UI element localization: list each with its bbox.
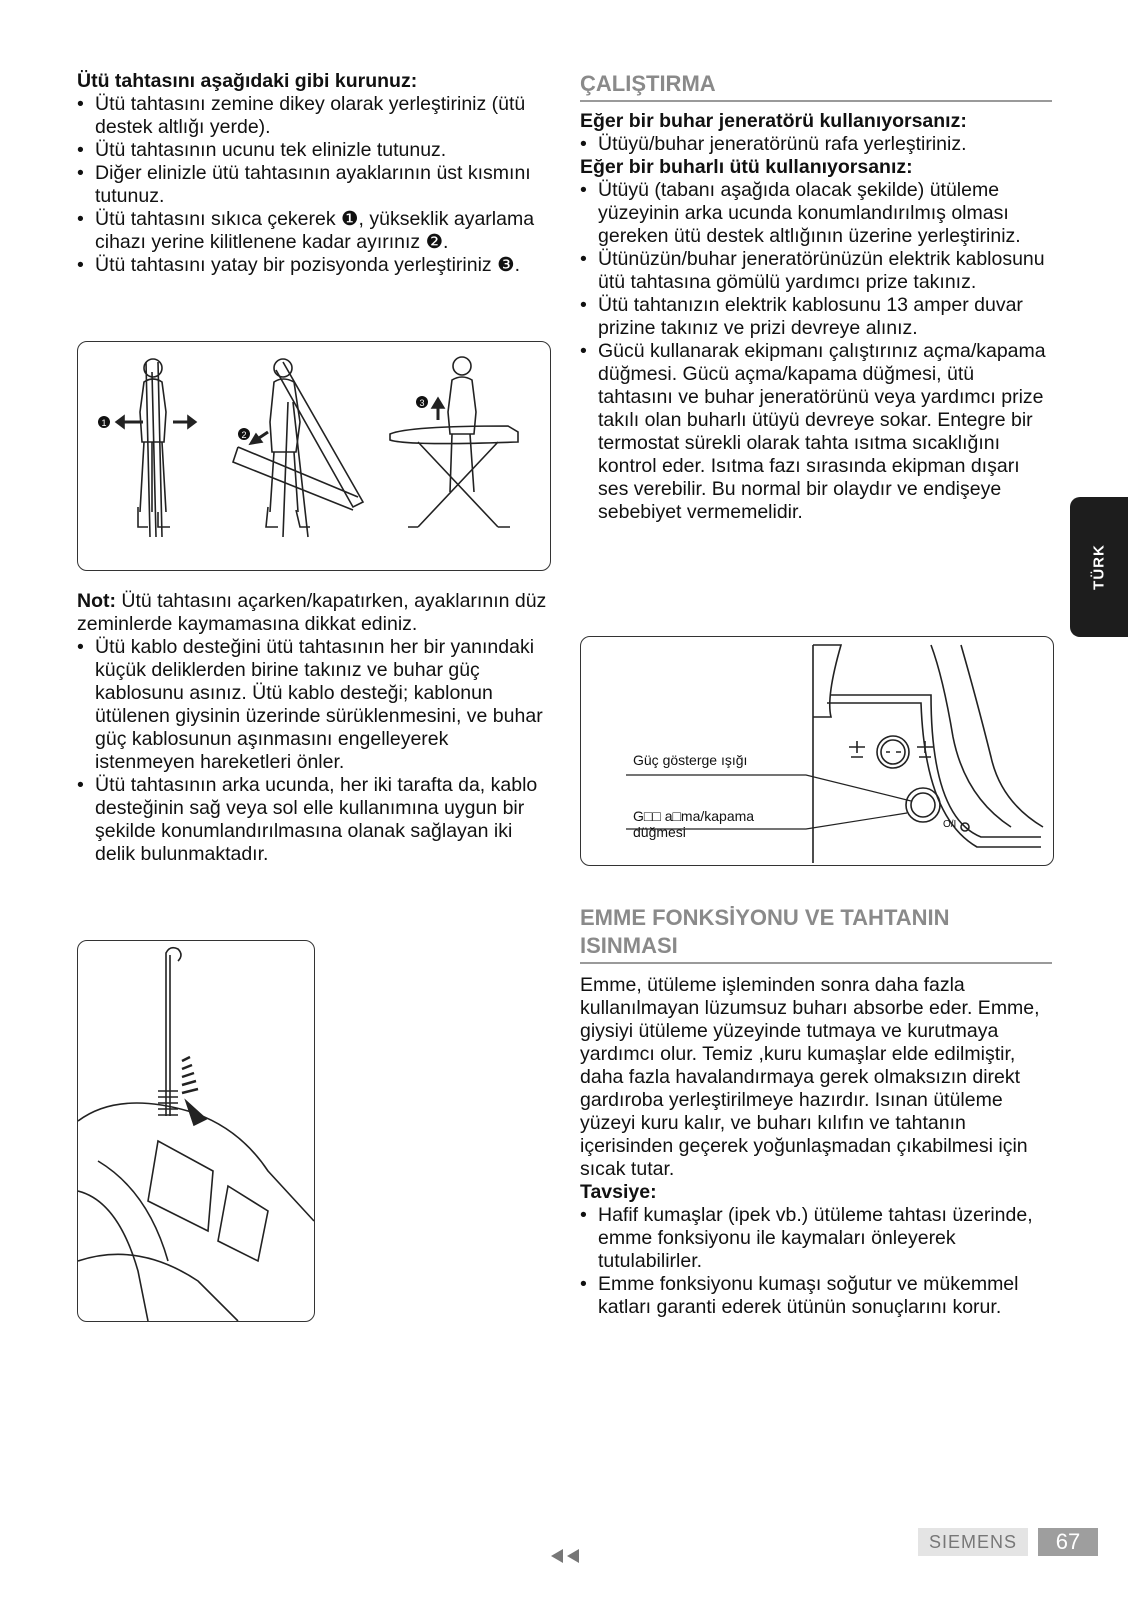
- section-title-suction: EMME FONKSİYONU VE TAHTANIN ISINMASI: [580, 904, 1052, 964]
- prev-page-icon[interactable]: [549, 1547, 581, 1570]
- tip-item: • Emme fonksiyonu kumaşı soğutur ve mükemmel katları garanti ederek ütünün sonuçlarını korur.: [580, 1273, 1052, 1319]
- tip-list: [580, 1204, 1052, 1319]
- iron-item: • Gücü kullanarak ekipmanı çalıştırınız açma/kapama düğmesi. Gücü açma/kapama düğmesi, ütü tahtasını ve buhar jeneratörünü veya yardımcı prize takılı olan buharlı ütüyü devreye sokar. Entegre bir termostat sürekli olarak tahta ısıtma sıcaklığını kontrol eder. Isıtma fazı sırasında ekipman dışarı ses verebilir. Bu normal bir olaydır ve endişeye sebebiyet vermemelidir.: [580, 340, 1052, 524]
- power-switch-label-line2: düğmesi: [633, 824, 686, 840]
- setup-list: [77, 93, 547, 277]
- setup-item: • Diğer elinizle ütü tahtasının ayaklarının üst kısmını tutunuz.: [77, 162, 547, 208]
- power-switch-label-line1: G□□ a□ma/kapama: [633, 808, 755, 824]
- iron-item: • Ütünüzün/buhar jeneratörünüzün elektrik kablosunu ütü tahtasına gömülü yardımcı prize takınız.: [580, 248, 1052, 294]
- setup-item: • Ütü tahtasının ucunu tek elinizle tutunuz.: [77, 139, 547, 162]
- switch-symbol-text: O/I: [943, 819, 957, 830]
- right-column: [580, 70, 1052, 524]
- cable-list: [77, 636, 547, 866]
- section-title-operation: ÇALIŞTIRMA: [580, 70, 1052, 102]
- brand-label: SIEMENS: [918, 1528, 1028, 1556]
- iron-item: • Ütüyü (tabanı aşağıda olacak şekilde) ütüleme yüzeyinin arka ucunda konumlandırılmış olması gereken ütü destek altlığının üzerine yerleştiriniz.: [580, 179, 1052, 248]
- generator-item: • Ütüyü/buhar jeneratörünü rafa yerleştiriniz.: [580, 133, 1052, 156]
- cable-item: • Ütü kablo desteğini ütü tahtasının her bir yanındaki küçük deliklerden birine takınız ve buhar güç kablosunu asınız. Ütü kablo desteği; kablonun ütülenen giysinin üzerinde sürüklenmesini, ve buhar güç kablosunun aşınmasını engelleyerek istenmeyen hareketleri önler.: [77, 636, 547, 774]
- tip-item: • Hafif kumaşlar (ipek vb.) ütüleme tahtası üzerinde, emme fonksiyonu ile kaymaları önleyerek tutulabilirler.: [580, 1204, 1052, 1273]
- step-marker-2: 2: [241, 430, 247, 440]
- iron-heading: Eğer bir buharlı ütü kullanıyorsanız:: [580, 156, 913, 178]
- power-panel-figure: [580, 636, 1054, 866]
- setup-heading: Ütü tahtasını aşağıdaki gibi kurunuz:: [77, 70, 418, 92]
- step-marker-3: 3: [419, 398, 425, 408]
- power-light-label: Güç gösterge ışığı: [633, 752, 748, 768]
- iron-list: [580, 179, 1052, 524]
- language-tab-label: TÜRK: [1090, 544, 1108, 590]
- note-paragraph: [77, 590, 547, 636]
- suction-block: [580, 904, 1052, 1319]
- language-tab: [1070, 497, 1128, 637]
- page-number: 67: [1038, 1528, 1098, 1556]
- cable-holder-figure: [77, 940, 315, 1322]
- iron-item: • Ütü tahtanızın elektrik kablosunu 13 amper duvar prizine takınız ve prizi devreye alınız.: [580, 294, 1052, 340]
- tip-heading: Tavsiye:: [580, 1181, 657, 1203]
- note-block: [77, 590, 547, 866]
- cable-holder-illustration: [78, 941, 314, 1321]
- suction-text: Emme, ütüleme işleminden sonra daha fazla kullanılmayan lüzumsuz buharı absorbe eder. Emme, giysiyi ütüleme yüzeyinde tutmaya ve kurutmaya yardımcı olur. Temiz ,kuru kumaşlar elde edilmiştir, daha fazla havalandırmaya gerek olmaksızın direkt gardıroba yerleştirilmeye hazırdır. Isınan ütüleme yüzeyi kuru kalır, ve buharı kılıfın ve tahtanın içerisinden geçerek yoğunlaşmadan çıkabilmesi için sıcak tutar.: [580, 974, 1040, 1180]
- setup-item: • Ütü tahtasını sıkıca çekerek ❶, yükseklik ayarlama cihazı yerine kilitlenene kadar ayırınız ❷.: [77, 208, 547, 254]
- setup-item: • Ütü tahtasını zemine dikey olarak yerleştiriniz (ütü destek altlığı yerde).: [77, 93, 547, 139]
- note-label: Not:: [77, 590, 116, 612]
- note-text: Ütü tahtasını açarken/kapatırken, ayaklarının düz zeminlerde kaymamasına dikkat ediniz.: [77, 590, 547, 635]
- board-setup-illustration: [78, 342, 550, 570]
- generator-heading: Eğer bir buhar jeneratörü kullanıyorsanız:: [580, 110, 967, 132]
- setup-item: • Ütü tahtasını yatay bir pozisyonda yerleştiriniz ❸.: [77, 254, 547, 277]
- cable-item: • Ütü tahtasının arka ucunda, her iki tarafta da, kablo desteğinin sağ veya sol elle kullanımına uygun bir şekilde konumlandırılmasına olanak sağlayan iki delik bulunmaktadır.: [77, 774, 547, 866]
- generator-list: [580, 133, 1052, 156]
- left-column: [77, 70, 547, 277]
- step-marker-1: 1: [101, 418, 107, 428]
- board-setup-figure: [77, 341, 551, 571]
